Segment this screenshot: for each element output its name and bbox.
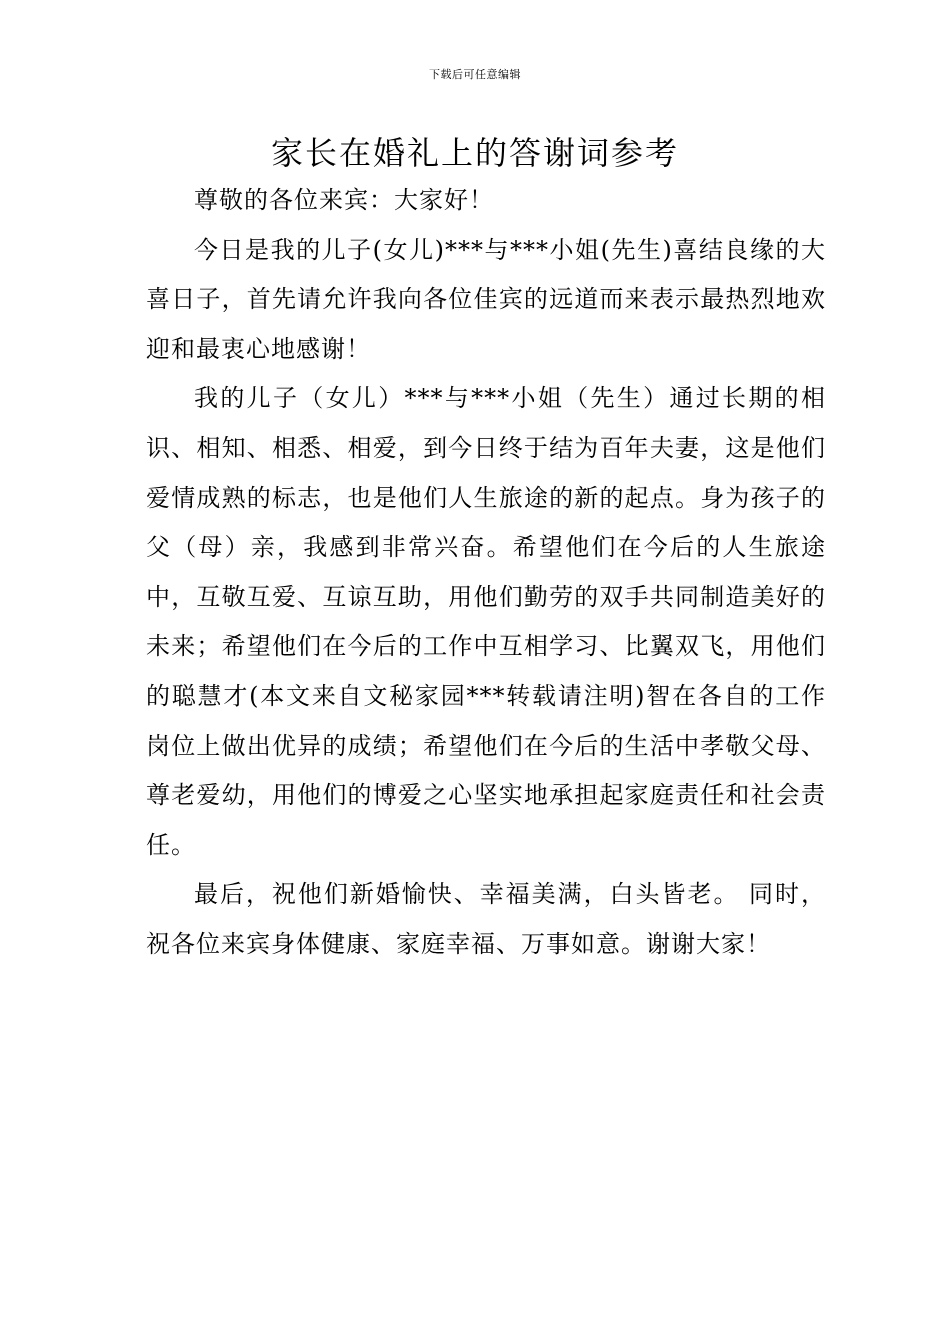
document-body bbox=[146, 176, 826, 970]
paragraph-welcome: 今日是我的儿子(女儿)***与***小姐(先生)喜结良缘的大喜日子，首先请允许我向各位佳宾的远道而来表示最热烈地欢迎和最衷心地感谢！ bbox=[146, 235, 826, 363]
paragraph-closing: 最后，祝他们新婚愉快、幸福美满，白头皆老。 同时，祝各位来宾身体健康、家庭幸福、万事如意。谢谢大家！ bbox=[146, 880, 826, 958]
paragraph-greeting: 尊敬的各位来宾：大家好！ bbox=[194, 186, 494, 214]
document-title: 家长在婚礼上的答谢词参考 bbox=[270, 134, 679, 172]
paragraph-wishes: 我的儿子（女儿）***与***小姐（先生）通过长期的相识、相知、相悉、相爱，到今日终于结为百年夫妻，这是他们爱情成熟的标志，也是他们人生旅途的新的起点。身为孩子的父（母）亲，我感到非常兴奋。希望他们在今后的人生旅途中，互敬互爱、互谅互助，用他们勤劳的双手共同制造美好的未来；希望他们在今后的工作中互相学习、比翼双飞，用他们的聪慧才(本文来自文秘家园***转载请注明)智在各自的工作岗位上做出优异的成绩；希望他们在今后的生活中孝敬父母、尊老爱幼，用他们的博爱之心坚实地承担起家庭责任和社会责任。 bbox=[146, 384, 826, 859]
header-note: 下载后可任意编辑 bbox=[429, 68, 521, 81]
